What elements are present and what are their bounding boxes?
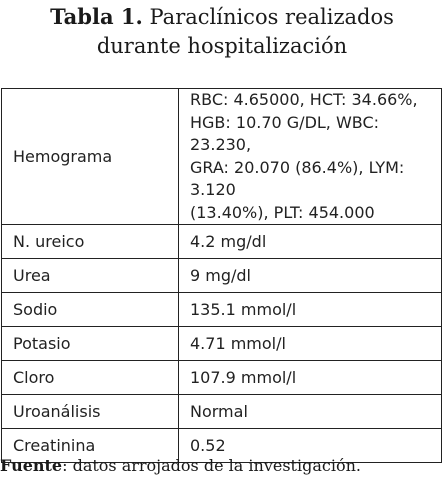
test-name-cell: Creatinina <box>2 429 179 463</box>
test-value-cell: 135.1 mmol/l <box>179 293 442 327</box>
caption-line-2: durante hospitalización <box>96 34 348 58</box>
test-name-cell: Sodio <box>2 293 179 327</box>
lab-results-table <box>1 88 442 463</box>
test-value-cell: 107.9 mmol/l <box>179 361 442 395</box>
test-name-cell: Urea <box>2 259 179 293</box>
table-row <box>2 327 442 361</box>
test-value-cell: 9 mg/dl <box>179 259 442 293</box>
value-line: (13.40%), PLT: 454.000 <box>190 202 375 222</box>
test-value-cell: Normal <box>179 395 442 429</box>
test-value-cell <box>179 89 442 225</box>
source-text: : datos arrojados de la investigación. <box>62 456 361 475</box>
value-line: HGB: 10.70 G/DL, WBC: 23.230, <box>190 112 380 154</box>
caption-label: Tabla 1. <box>50 4 143 29</box>
test-name-cell: Cloro <box>2 361 179 395</box>
test-name-cell: Hemograma <box>2 89 179 225</box>
test-value-cell: 4.2 mg/dl <box>179 225 442 259</box>
value-line: GRA: 20.070 (86.4%), LYM: 3.120 <box>190 157 405 199</box>
source-note <box>0 456 361 476</box>
test-value-cell: 0.52 <box>179 429 442 463</box>
table-row <box>2 259 442 293</box>
value-line: RBC: 4.65000, HCT: 34.66%, <box>190 90 418 109</box>
table-row <box>2 225 442 259</box>
caption-title-part-1: Paraclínicos realizados <box>149 5 394 29</box>
test-name-cell: Uroanálisis <box>2 395 179 429</box>
test-name-cell: N. ureico <box>2 225 179 259</box>
table-row <box>2 361 442 395</box>
test-value-cell: 4.71 mmol/l <box>179 327 442 361</box>
table-caption <box>0 2 444 61</box>
table-row <box>2 395 442 429</box>
caption-line-1 <box>0 2 444 32</box>
source-label: Fuente <box>0 456 63 475</box>
table-row <box>2 293 442 327</box>
test-name-cell: Potasio <box>2 327 179 361</box>
table-row <box>2 89 442 225</box>
